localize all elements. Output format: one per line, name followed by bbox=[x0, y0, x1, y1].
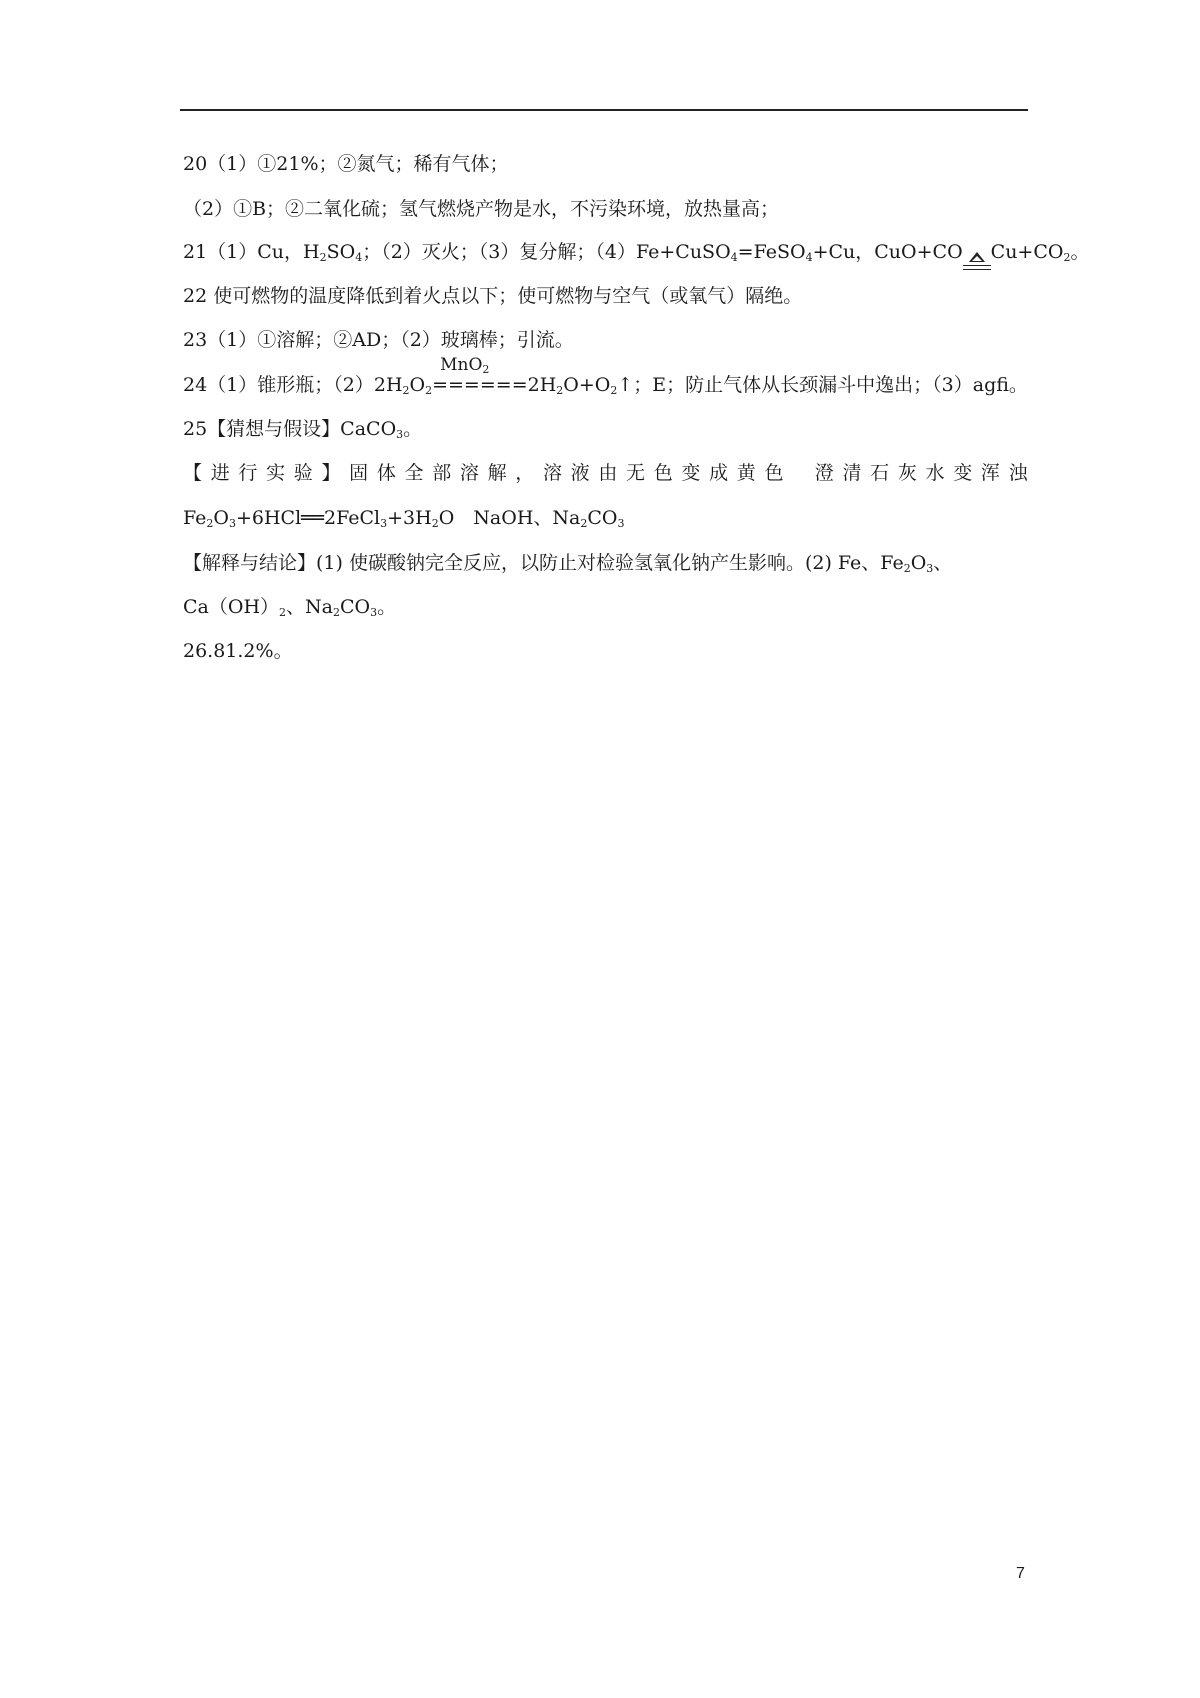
catalyst-equation-sign: MnO$_2$ ====== bbox=[432, 355, 528, 396]
answer-22: 22 使可燃物的温度降低到着火点以下；使可燃物与空气（或氧气）隔绝。 bbox=[183, 285, 803, 307]
answer-25-conclusion-cont: $Ca(OH)_2$、$Na_2CO_3$。 bbox=[183, 596, 397, 619]
answer-20-part2: （2）①B；②二氧化硫；氢气燃烧产物是水，不污染环境，放热量高； bbox=[183, 198, 780, 220]
answer-25-hypothesis: 25【猜想与假设】CaCO$_3$。 bbox=[183, 418, 423, 441]
answer-20-part1: 20（1）①21%；②氮气；稀有气体； bbox=[183, 153, 509, 175]
answer-25-conclusion: 【解释与结论】(1) 使碳酸钠完全反应，以防止对检验氢氧化钠产生影响。(2) Fe、$Fe_2O_3$、 bbox=[183, 552, 953, 575]
page-number: 7 bbox=[1016, 1565, 1025, 1582]
answer-25-experiment: 【 进 行 实 验 】 固 体 全 部 溶 解 ， 溶 液 由 无 色 变 成 黄 色 澄 清 石 灰 水 变 浑 浊 bbox=[183, 462, 1028, 484]
answer-23: 23（1）①溶解；②AD；（2）玻璃棒；引流。 bbox=[183, 329, 574, 351]
answer-21: 21（1）Cu，$H_2SO_4$；（2）灭火；（3）复分解；（4）Fe+CuSO$_4$=FeSO$_4$+Cu，CuO+CO $Cu+CO_2$。 bbox=[183, 243, 1089, 263]
answer-26: 26.81.2%。 bbox=[183, 640, 293, 662]
header-rule bbox=[180, 109, 1028, 111]
answer-25-equation: $Fe_2O_3+6HCl══2FeCl_3+3H_2O$ NaOH、$Na_2CO_3$ bbox=[183, 507, 625, 530]
answer-24: 24（1）锥形瓶；$(2)2H_2O_2$ MnO$_2$ $======2H_2O+O_2↑$；E；防止气体从长颈漏斗中逸出；（3）agfi。 bbox=[183, 355, 1028, 397]
